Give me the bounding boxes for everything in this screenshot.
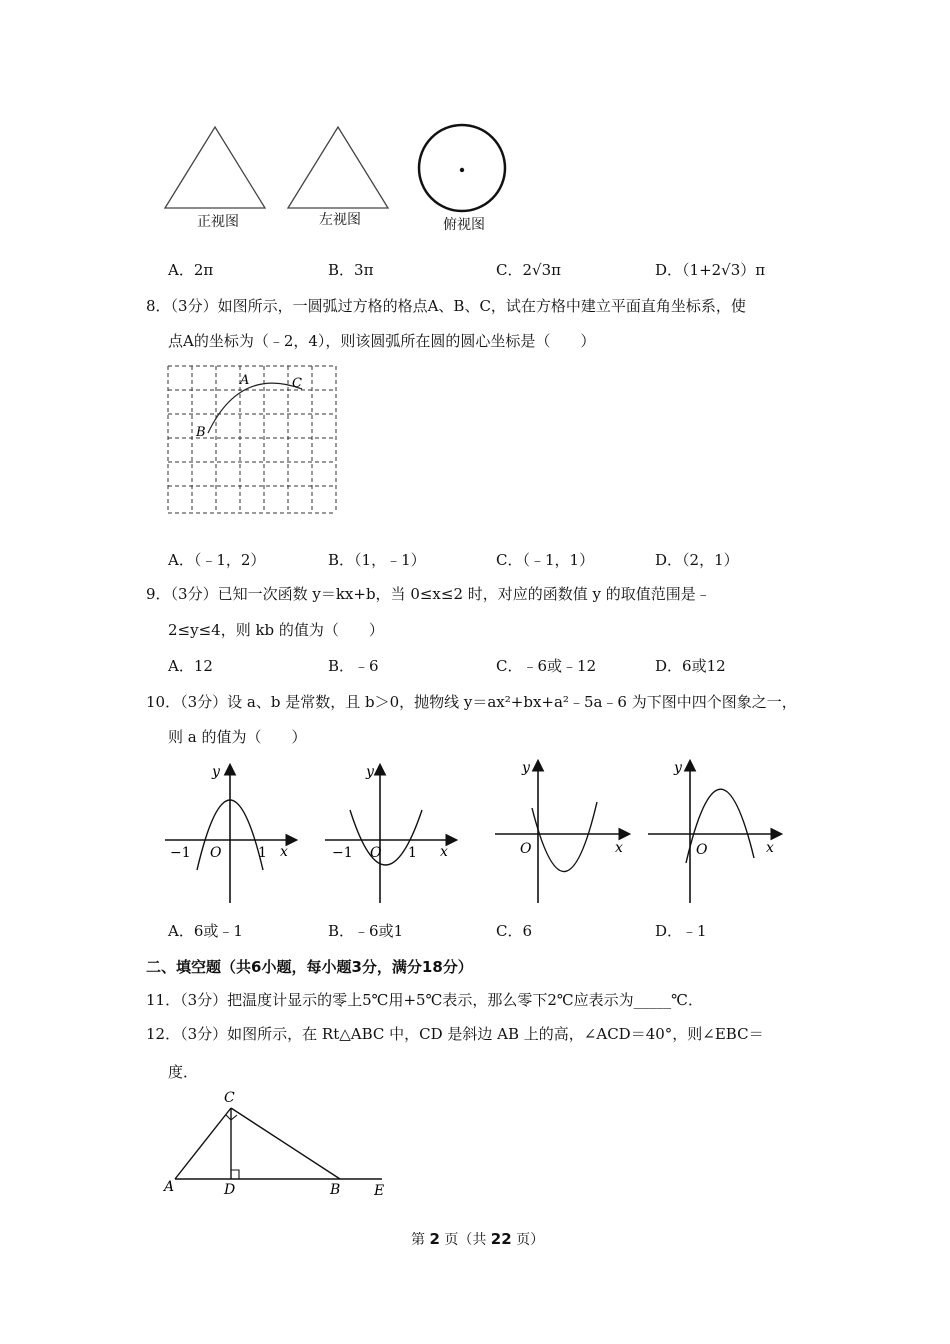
q12-triangle-figure <box>160 1088 400 1203</box>
q10-option-d[interactable]: D．﹣1 <box>655 922 707 940</box>
q8-grid-figure <box>160 358 345 523</box>
q9-option-d[interactable]: D．6或12 <box>655 657 726 675</box>
svg-text:x: x <box>280 844 288 860</box>
q9-stem-line2: 2≤y≤4，则 kb 的值为（ ） <box>168 621 384 639</box>
svg-text:O: O <box>370 845 382 861</box>
svg-text:y: y <box>366 764 374 780</box>
grid-label-b: B <box>196 425 206 440</box>
q10-stem-line2: 则 a 的值为（ ） <box>168 728 307 746</box>
svg-text:x: x <box>615 840 623 856</box>
q9-stem-line1: 9．（3分）已知一次函数 y＝kx+b，当 0≤x≤2 时，对应的函数值 y 的取值范围是﹣ <box>146 585 711 603</box>
label-c: C <box>224 1090 235 1106</box>
q8-stem-line2: 点A的坐标为（﹣2，4），则该圆弧所在圆的圆心坐标是（ ） <box>168 332 596 350</box>
q8-option-c[interactable]: C．（﹣1，1） <box>496 551 595 569</box>
svg-text:y: y <box>522 760 530 776</box>
svg-text:O: O <box>696 842 708 858</box>
front-view-triangle <box>165 127 265 208</box>
q8-option-a[interactable]: A．（﹣1，2） <box>168 551 266 569</box>
svg-text:x: x <box>766 840 774 856</box>
svg-text:1: 1 <box>258 845 267 861</box>
q8-option-d[interactable]: D．（2，1） <box>655 551 739 569</box>
svg-text:O: O <box>210 845 222 861</box>
page-footer: 第 2 页（共 22 页） <box>411 1230 545 1248</box>
label-e: E <box>374 1183 385 1199</box>
grid-label-a: A <box>240 373 250 388</box>
q12-stem-line2: 度． <box>168 1063 199 1081</box>
svg-text:x: x <box>440 844 448 860</box>
q9-option-a[interactable]: A．12 <box>168 657 213 675</box>
q10-stem-line1: 10．（3分）设 a、b 是常数，且 b＞0，抛物线 y＝ax²+bx+a²﹣5a﹣6 为下图中四个图象之一， <box>146 693 797 711</box>
side-view-caption: 左视图 <box>319 212 361 228</box>
svg-text:y: y <box>674 760 682 776</box>
q11-stem: 11．（3分）把温度计显示的零上5℃用+5℃表示，那么零下2℃应表示为_____℃． <box>146 991 703 1009</box>
svg-text:O: O <box>520 841 532 857</box>
current-page-number: 2 <box>429 1230 440 1248</box>
total-page-count: 22 <box>490 1230 512 1248</box>
grid-lines <box>168 366 336 513</box>
graph-c <box>495 760 628 903</box>
q10-option-b[interactable]: B．﹣6或1 <box>328 922 404 940</box>
section-heading-fill-in: 二、填空题（共6小题，每小题3分，满分18分） <box>146 958 473 976</box>
top-view-center-dot <box>460 168 464 172</box>
q10-option-c[interactable]: C．6 <box>496 922 533 940</box>
label-d: D <box>224 1182 236 1198</box>
q9-option-c[interactable]: C．﹣6或﹣12 <box>496 657 597 675</box>
svg-text:−1: −1 <box>170 845 191 861</box>
label-b: B <box>330 1182 341 1198</box>
q7-option-d[interactable]: D．（1+2√3）π <box>655 261 766 279</box>
graph-b <box>325 764 455 903</box>
svg-text:−1: −1 <box>332 845 353 861</box>
q8-stem-line1: 8．（3分）如图所示，一圆弧过方格的格点A、B、C，试在方格中建立平面直角坐标系，使 <box>146 297 746 315</box>
side-view-triangle <box>288 127 388 208</box>
q7-option-c[interactable]: C．2√3π <box>496 261 561 279</box>
front-view-caption: 正视图 <box>197 214 239 230</box>
q8-option-b[interactable]: B．（1，﹣1） <box>328 551 426 569</box>
q10-parabola-graphs <box>160 758 790 908</box>
svg-text:1: 1 <box>408 845 417 861</box>
graph-a <box>165 764 295 903</box>
label-a: A <box>164 1179 175 1195</box>
grid-label-c: C <box>292 376 302 391</box>
q7-option-a[interactable]: A．2π <box>168 261 214 279</box>
svg-text:y: y <box>212 764 220 780</box>
q10-option-a[interactable]: A．6或﹣1 <box>168 922 243 940</box>
q12-stem-line1: 12．（3分）如图所示，在 Rt△ABC 中，CD 是斜边 AB 上的高，∠ACD＝40°，则∠EBC＝ <box>146 1025 764 1043</box>
q7-option-b[interactable]: B．3π <box>328 261 374 279</box>
top-view-caption: 俯视图 <box>443 217 485 233</box>
q9-option-b[interactable]: B．﹣6 <box>328 657 379 675</box>
graph-d <box>648 760 780 903</box>
